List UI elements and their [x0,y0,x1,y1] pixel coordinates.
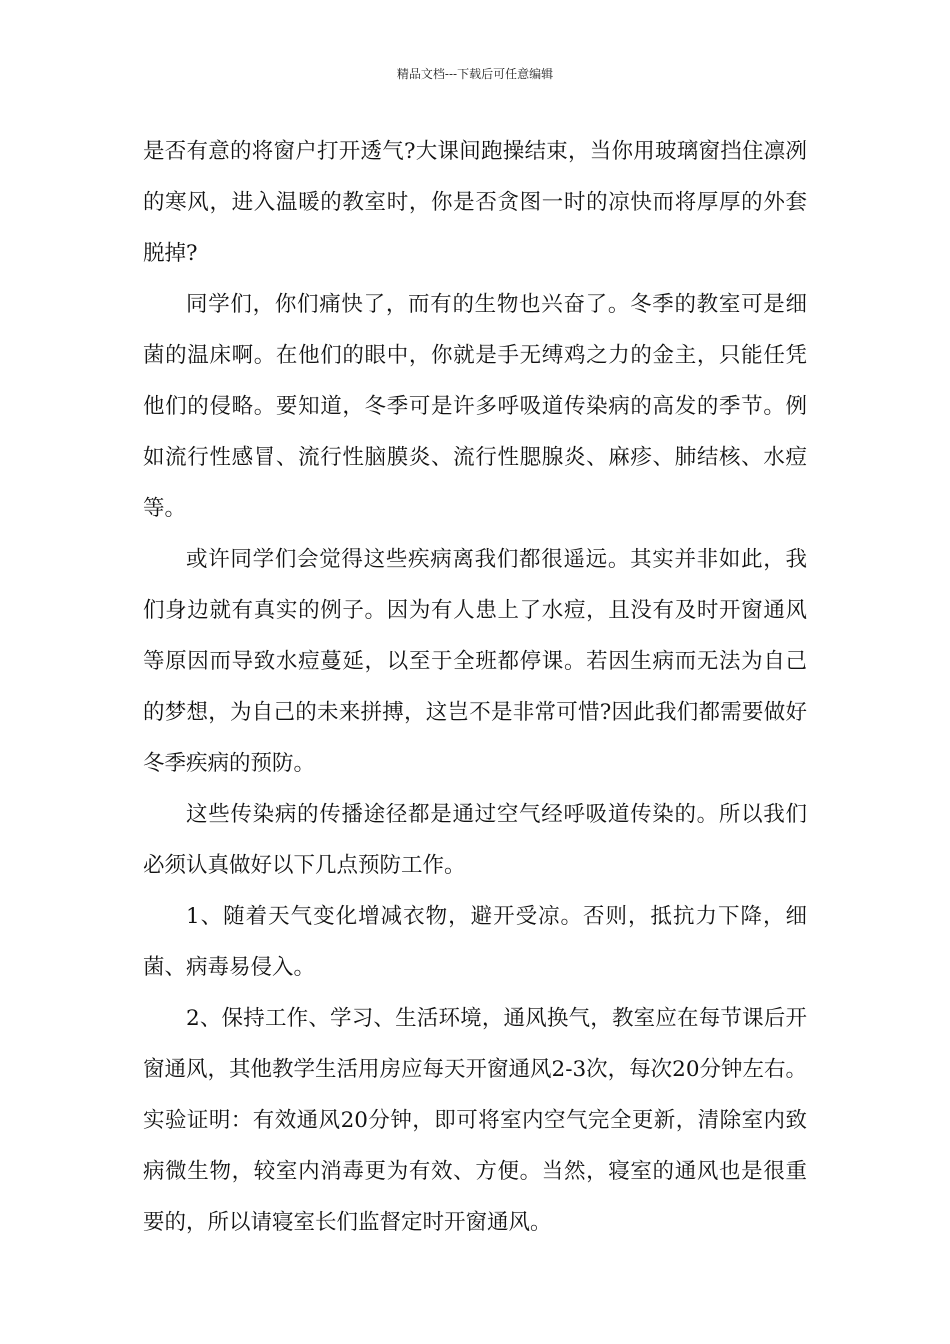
page-header: 精品文档---下载后可任意编辑 [396,67,554,81]
paragraph: 同学们，你们痛快了，而有的生物也兴奋了。冬季的教室可是细菌的温床啊。在他们的眼中，你就是手无缚鸡之力的金主，只能任凭他们的侵略。要知道，冬季可是许多呼吸道传染病的高发的季节。例如流行性感冒、流行性脑膜炎、流行性腮腺炎、麻疹、肺结核、水痘等。 [143,292,807,521]
document-body [143,126,807,1248]
paragraph-continuation: 是否有意的将窗户打开透气?大课间跑操结束，当你用玻璃窗挡住凛冽的寒风，进入温暖的教室时，你是否贪图一时的凉快而将厚厚的外套脱掉? [143,139,807,266]
paragraph: 这些传染病的传播途径都是通过空气经呼吸道传染的。所以我们必须认真做好以下几点预防工作。 [143,802,807,878]
list-item-paragraph: 1、随着天气变化增减衣物，避开受凉。否则，抵抗力下降，细菌、病毒易侵入。 [143,904,807,980]
list-item-paragraph: 2、保持工作、学习、生活环境，通风换气，教室应在每节课后开窗通风，其他教学生活用房应每天开窗通风2-3次，每次20分钟左右。实验证明：有效通风20分钟，即可将室内空气完全更新，清除室内致病微生物，较室内消毒更为有效、方便。当然，寝室的通风也是很重要的，所以请寝室长们监督定时开窗通风。 [143,1006,807,1235]
paragraph: 或许同学们会觉得这些疾病离我们都很遥远。其实并非如此，我们身边就有真实的例子。因为有人患上了水痘，且没有及时开窗通风等原因而导致水痘蔓延，以至于全班都停课。若因生病而无法为自己的梦想，为自己的未来拼搏，这岂不是非常可惜?因此我们都需要做好冬季疾病的预防。 [143,547,807,776]
